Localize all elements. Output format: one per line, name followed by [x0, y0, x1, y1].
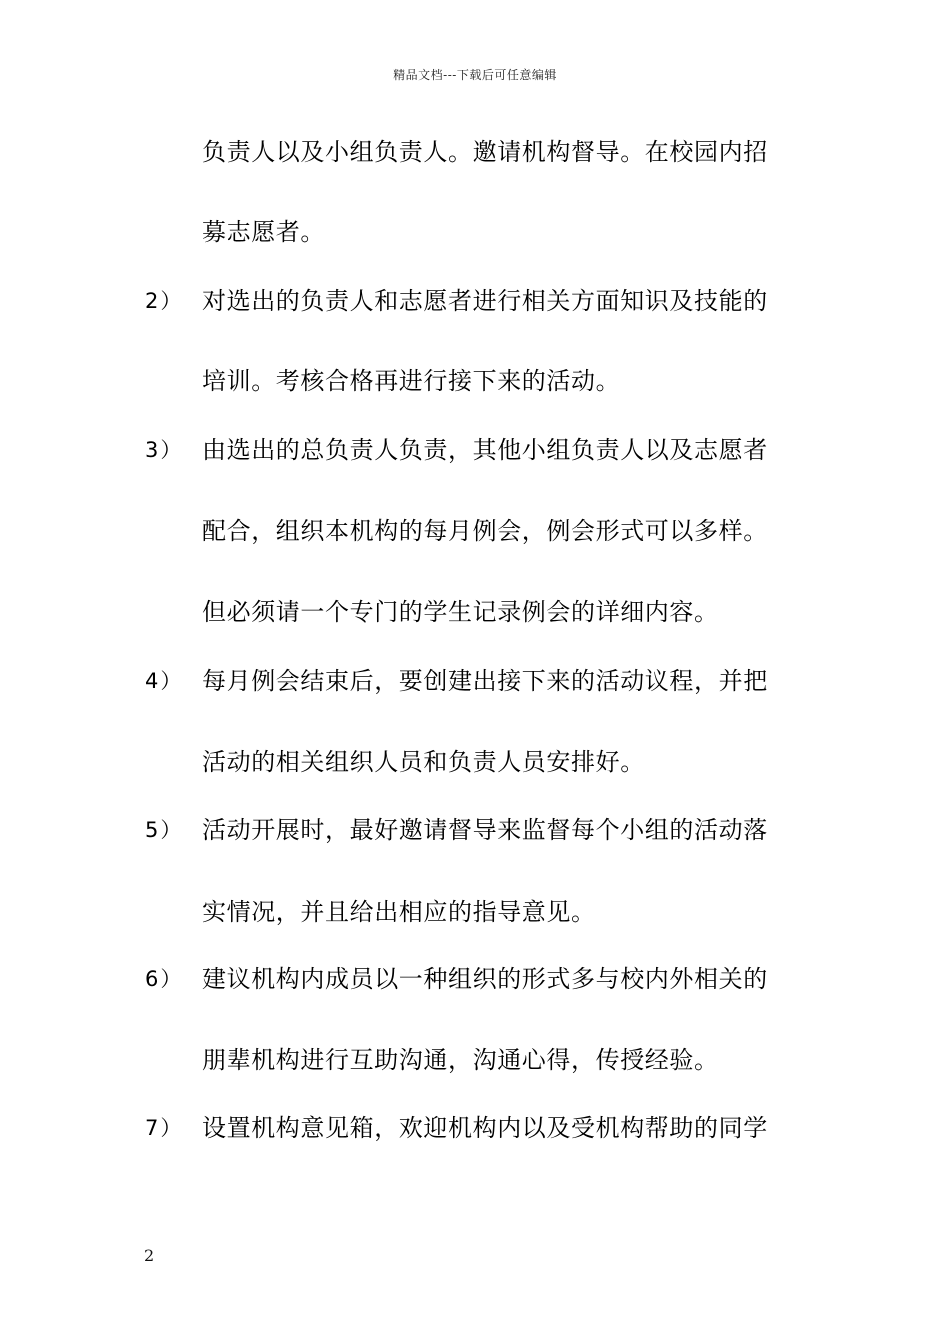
paragraph-line: 每月例会结束后，要创建出接下来的活动议程，并把 [202, 667, 768, 695]
page-number: 2 [144, 1246, 155, 1265]
list-number: 6） [145, 967, 184, 991]
paragraph-line: 培训。考核合格再进行接下来的活动。 [202, 367, 621, 395]
paragraph-line: 活动开展时，最好邀请督导来监督每个小组的活动落 [202, 816, 768, 844]
paragraph-line: 设置机构意见箱，欢迎机构内以及受机构帮助的同学 [202, 1114, 768, 1142]
paragraph-line: 募志愿者。 [202, 218, 325, 246]
paragraph-line: 建议机构内成员以一种组织的形式多与校内外相关的 [202, 965, 768, 993]
paragraph-line: 对选出的负责人和志愿者进行相关方面知识及技能的 [202, 287, 768, 315]
list-number: 2） [145, 289, 184, 313]
list-number: 4） [145, 669, 184, 693]
paragraph-line: 活动的相关组织人员和负责人员安排好。 [202, 748, 645, 776]
paragraph-line: 负责人以及小组负责人。邀请机构督导。在校园内招 [202, 138, 768, 166]
list-number: 5） [145, 818, 184, 842]
page-header: 精品文档---下载后可任意编辑 [393, 68, 557, 82]
paragraph-line: 朋辈机构进行互助沟通，沟通心得，传授经验。 [202, 1046, 719, 1074]
list-number: 3） [145, 438, 184, 462]
paragraph-line: 但必须请一个专门的学生记录例会的详细内容。 [202, 598, 719, 626]
paragraph-line: 由选出的总负责人负责，其他小组负责人以及志愿者 [202, 436, 768, 464]
paragraph-line: 配合，组织本机构的每月例会，例会形式可以多样。 [202, 517, 768, 545]
paragraph-line: 实情况，并且给出相应的指导意见。 [202, 898, 596, 926]
list-number: 7） [145, 1116, 184, 1140]
